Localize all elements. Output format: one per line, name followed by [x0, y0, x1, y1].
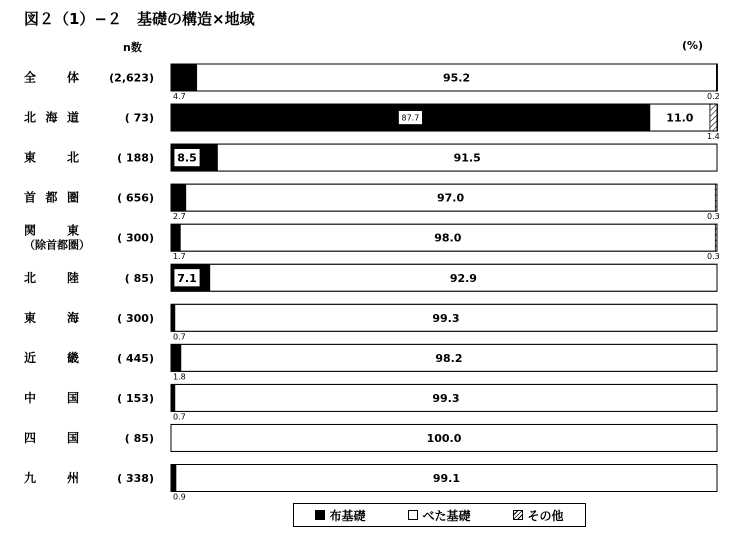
n-count-label: ( 73)	[124, 111, 154, 125]
category-label-char: 首	[23, 190, 37, 205]
category-label-char: 州	[66, 471, 80, 485]
n-count-label: ( 445)	[117, 351, 154, 365]
data-label: 100.0	[426, 431, 462, 445]
category-label-char: 国	[66, 390, 80, 405]
n-count-label: (2,623)	[109, 71, 154, 85]
data-label: 0.7	[173, 332, 186, 342]
n-count-header: n数	[123, 41, 142, 54]
data-label: 99.3	[432, 311, 460, 325]
data-label: 1.8	[173, 372, 186, 382]
category-label-char: 国	[66, 430, 80, 445]
data-label: 98.0	[434, 231, 462, 245]
data-label: 0.9	[173, 492, 186, 502]
legend-swatch-solid	[315, 510, 325, 520]
bar-segment-nuno	[171, 304, 175, 331]
data-label: 0.3	[707, 252, 720, 262]
bar-segment-nuno	[171, 384, 175, 411]
category-label-char: 中	[23, 390, 37, 405]
data-label: 91.5	[453, 151, 481, 165]
bar-segment-other	[710, 104, 718, 131]
legend-swatch-white	[408, 510, 418, 520]
category-label-char: 北	[23, 270, 37, 285]
category-label-char: 東	[23, 150, 37, 165]
unit-label: (%)	[682, 39, 704, 52]
legend-item-other	[513, 507, 563, 524]
bar-segment-nuno	[171, 184, 186, 211]
category-label-char: 都	[45, 190, 58, 205]
data-label: 0.2	[707, 92, 720, 101]
category-label-char: 道	[66, 110, 80, 125]
category-label-char: 体	[66, 70, 80, 85]
data-label: 0.7	[173, 412, 186, 422]
data-label: 87.7	[401, 113, 420, 123]
legend-label-nuno: 布基礎	[329, 508, 366, 523]
category-label-char: 海	[45, 110, 58, 125]
bar-segment-nuno	[171, 224, 180, 251]
n-count-label: ( 85)	[124, 431, 154, 445]
legend-label-beta: べた基礎	[422, 508, 471, 523]
n-count-label: ( 153)	[117, 391, 154, 405]
data-label: 4.7	[173, 92, 186, 101]
category-label-char: 近	[23, 350, 37, 365]
data-label: 1.7	[173, 252, 186, 262]
data-label: 0.3	[707, 212, 720, 222]
n-count-label: ( 656)	[117, 191, 154, 205]
category-label-char: 北	[23, 110, 37, 125]
category-label-char: 関	[23, 223, 37, 238]
legend-swatch-hatch	[513, 510, 523, 520]
category-label-char: 畿	[66, 350, 80, 365]
bar-segment-nuno	[171, 64, 197, 91]
category-label-char: 北	[66, 150, 80, 165]
data-label: 2.7	[173, 212, 186, 222]
category-label-char: 東	[23, 310, 37, 325]
legend	[293, 503, 586, 527]
data-label: 95.2	[442, 71, 471, 85]
data-label: 99.3	[432, 391, 460, 405]
n-count-label: ( 300)	[117, 311, 154, 325]
n-count-label: ( 85)	[124, 271, 154, 285]
bar-segment-nuno	[171, 465, 176, 492]
category-label-char: 全	[23, 70, 37, 85]
category-label-char: 圏	[66, 190, 80, 205]
n-count-label: ( 338)	[117, 472, 154, 485]
category-label-char: 東	[66, 223, 80, 238]
category-label-char: 陸	[66, 270, 80, 285]
data-label: 99.1	[432, 472, 461, 485]
data-label: 8.5	[177, 151, 197, 165]
data-label: 7.1	[177, 271, 197, 285]
data-label: 92.9	[449, 271, 477, 285]
legend-label-other: その他	[527, 508, 564, 523]
legend-item-nuno	[315, 507, 365, 524]
category-subtitle: （除首都圏）	[24, 238, 90, 252]
category-label-char: 海	[66, 310, 80, 325]
n-count-label: ( 188)	[117, 151, 154, 165]
data-label: 1.4	[707, 132, 720, 142]
category-label-char: 四	[23, 430, 37, 445]
data-label: 98.2	[435, 351, 463, 365]
data-label: 11.0	[666, 111, 694, 125]
bar-segment-nuno	[171, 344, 181, 371]
data-label: 97.0	[436, 191, 465, 205]
category-label-char: 九	[23, 471, 37, 485]
legend-item-beta	[408, 507, 470, 524]
chart-title: 図２（1）−２ 基礎の構造×地域	[24, 10, 255, 28]
n-count-label: ( 300)	[117, 231, 154, 245]
